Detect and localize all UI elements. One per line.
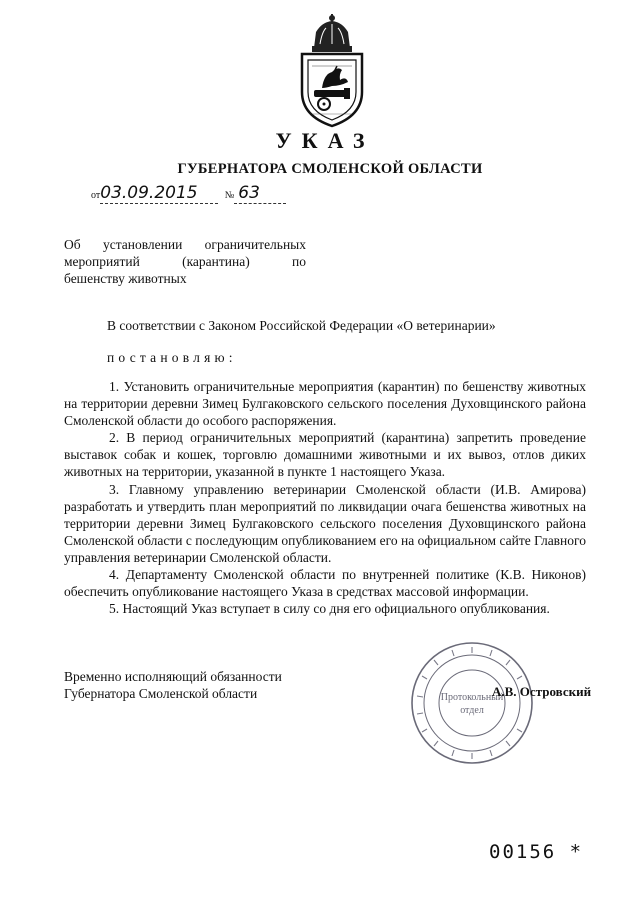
handwritten-number: 63	[238, 183, 260, 203]
position-line: Губернатора Смоленской области	[64, 686, 258, 701]
position-line: Временно исполняющий обязанности	[64, 669, 282, 684]
decree-body	[64, 378, 586, 617]
decree-word: постановляю:	[107, 350, 237, 365]
signatory-position	[64, 668, 282, 702]
topic-line: мероприятий (карантина) по	[64, 254, 306, 269]
topic-line: бешенству животных	[64, 271, 187, 286]
decree-topic	[64, 236, 306, 287]
document-title: УКАЗ	[275, 128, 375, 153]
signatory-name: А.В. Островский	[492, 684, 592, 699]
decree-item: 4. Департаменту Смоленской области по внутренней политике (К.В. Никонов) обеспечить опубликование настоящего Указа в средствах массовой информации.	[64, 567, 586, 600]
decree-item: 1. Установить ограничительные мероприятия (карантин) по бешенству животных на территории деревни Зимец Булгаковского сельского поселения Духовщинского района Смоленской области до особого распоряжения.	[64, 379, 586, 429]
topic-line: Об установлении ограничительных	[64, 237, 306, 252]
date-from-label: от	[91, 190, 101, 201]
stamp-center-text: отдел	[460, 705, 484, 716]
preamble: В соответствии с Законом Российской Федерации «О ветеринарии»	[107, 318, 496, 333]
document-number: 00156 *	[489, 841, 584, 863]
stamp-center-text: Протокольный	[440, 692, 504, 703]
number-label: №	[224, 190, 235, 201]
date-line	[91, 183, 286, 204]
decree-item: 5. Настоящий Указ вступает в силу со дня его официального опубликования.	[109, 601, 550, 617]
decree-item: 2. В период ограничительных мероприятий (карантина) запретить проведение выставок собак и кошек, торговлю домашними животными и их вывоз, отлов диких животных на территории, указанной в пункте 1 настоящего Указа.	[64, 430, 586, 480]
coat-of-arms-emblem	[292, 14, 372, 130]
decree-item: 3. Главному управлению ветеринарии Смоленской области (И.В. Амирова) разработать и утвердить план мероприятий по ликвидации очага бешенства животных на территории деревни Зимец Булгаковского сельского поселения Духовщинского района Смоленской области с последующим опубликованием его на официальном сайте Главного управления ветеринарии Смоленской области.	[64, 481, 586, 565]
handwritten-date: 03.09.2015	[100, 183, 198, 203]
official-stamp	[407, 638, 537, 768]
document-subtitle: ГУБЕРНАТОРА СМОЛЕНСКОЙ ОБЛАСТИ	[177, 161, 483, 177]
